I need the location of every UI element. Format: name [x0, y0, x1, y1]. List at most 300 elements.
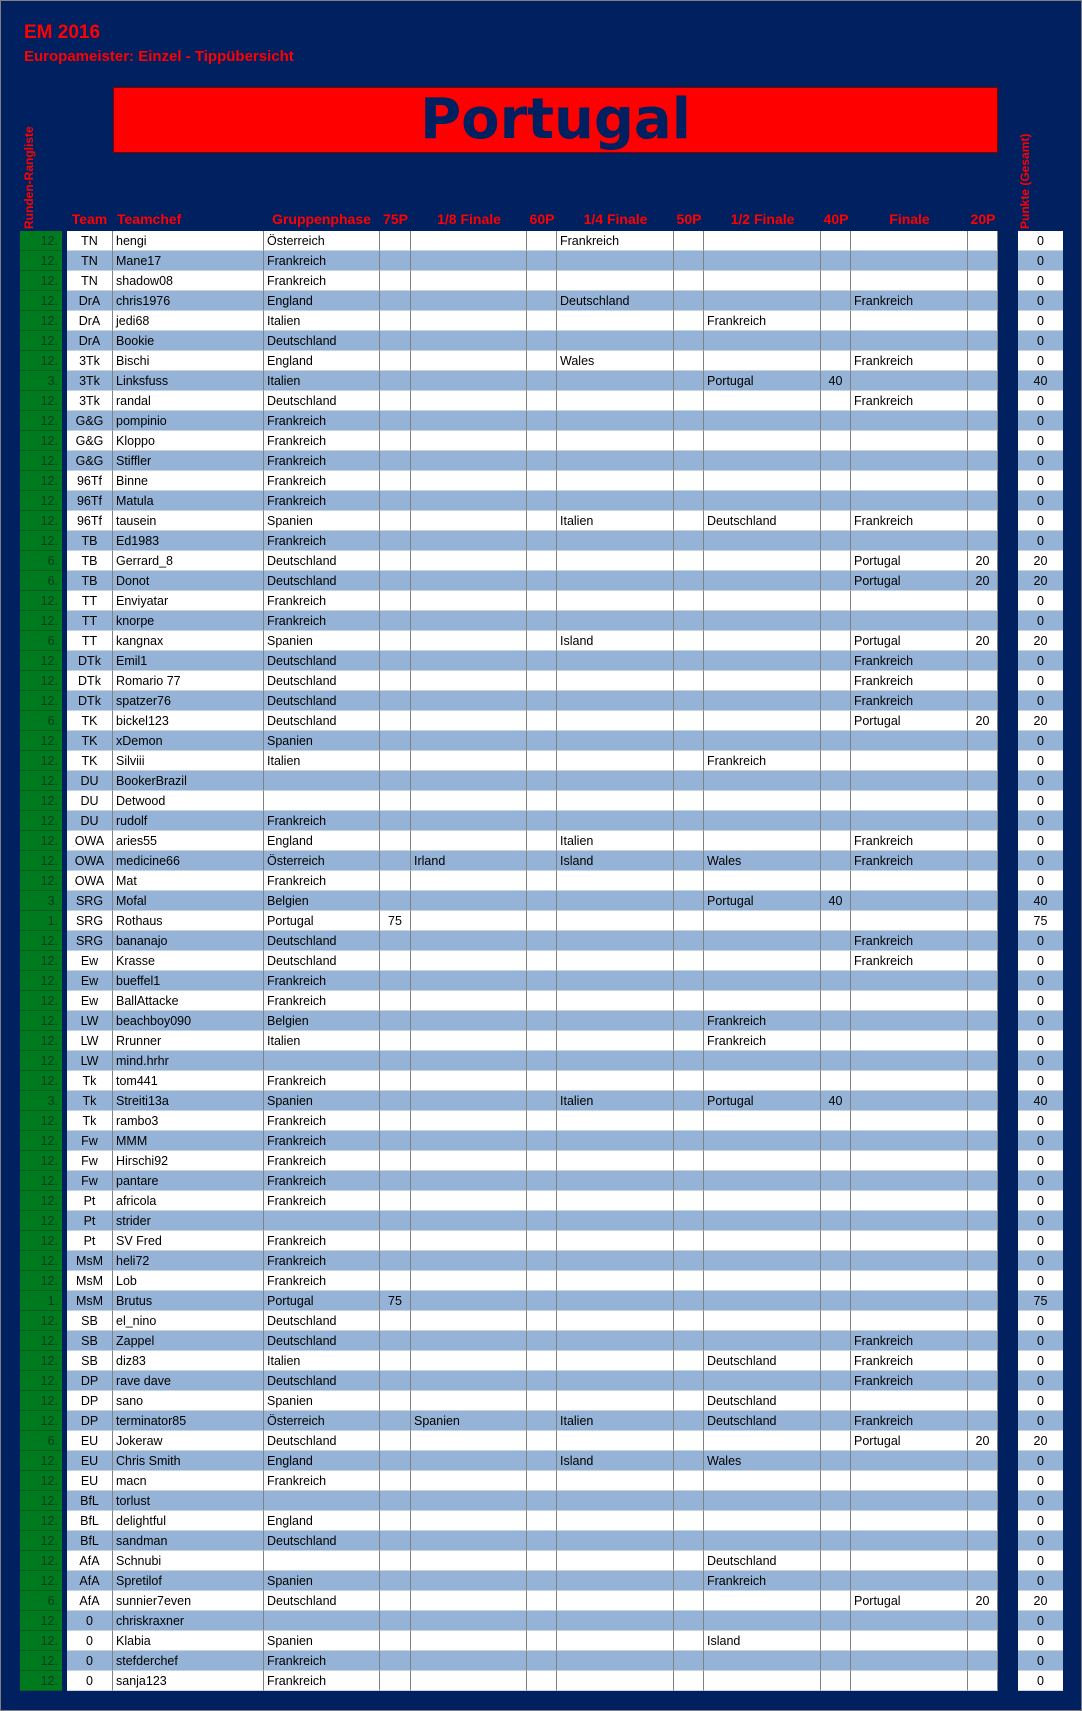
halbfinale-cell [704, 1251, 821, 1271]
rank-cell: 12. [20, 1251, 62, 1271]
finale-cell: Frankreich [851, 511, 968, 531]
team-cell: TB [67, 571, 113, 591]
points-20-cell [968, 891, 998, 911]
points-50-cell [674, 1331, 704, 1351]
achtelfinale-cell [411, 1271, 527, 1291]
team-cell: TK [67, 731, 113, 751]
rank-cell: 12. [20, 611, 62, 631]
rank-cell: 12. [20, 451, 62, 471]
achtelfinale-cell [411, 1191, 527, 1211]
halbfinale-cell: Frankreich [704, 1011, 821, 1031]
points-60-cell [527, 1191, 557, 1211]
points-60-cell [527, 851, 557, 871]
points-40-cell [821, 1631, 851, 1651]
points-50-cell [674, 1611, 704, 1631]
finale-cell [851, 591, 968, 611]
teamchef-cell: africola [113, 1191, 264, 1211]
halbfinale-cell [704, 231, 821, 251]
col-header-20p: 20P [970, 211, 996, 227]
rank-cell: 12. [20, 1211, 62, 1231]
achtelfinale-cell [411, 1671, 527, 1691]
gruppenphase-cell: Deutschland [264, 331, 380, 351]
points-40-cell [821, 751, 851, 771]
points-60-cell [527, 431, 557, 451]
points-75-cell [380, 351, 411, 371]
total-points-cell: 0 [1018, 291, 1063, 311]
team-cell: OWA [67, 871, 113, 891]
finale-cell [851, 311, 968, 331]
gruppenphase-cell: Spanien [264, 1571, 380, 1591]
points-75-cell [380, 731, 411, 751]
points-75-cell [380, 431, 411, 451]
gruppenphase-cell: Frankreich [264, 1251, 380, 1271]
viertelfinale-cell [557, 1111, 674, 1131]
achtelfinale-cell [411, 771, 527, 791]
points-40-cell [821, 791, 851, 811]
halbfinale-cell [704, 971, 821, 991]
halbfinale-cell [704, 491, 821, 511]
points-40-cell [821, 1131, 851, 1151]
halbfinale-cell [704, 1151, 821, 1171]
rank-cell: 12. [20, 1171, 62, 1191]
rank-cell: 12. [20, 1331, 62, 1351]
viertelfinale-cell: Deutschland [557, 291, 674, 311]
points-20-cell [968, 1511, 998, 1531]
points-40-cell [821, 491, 851, 511]
points-50-cell [674, 371, 704, 391]
rank-cell: 12. [20, 1371, 62, 1391]
viertelfinale-cell [557, 531, 674, 551]
halbfinale-cell [704, 1211, 821, 1231]
team-cell: OWA [67, 831, 113, 851]
teamchef-cell: strider [113, 1211, 264, 1231]
total-points-cell: 0 [1018, 791, 1063, 811]
total-points-cell: 75 [1018, 1291, 1063, 1311]
points-20-cell [968, 371, 998, 391]
gruppenphase-cell [264, 771, 380, 791]
total-points-cell: 20 [1018, 571, 1063, 591]
viertelfinale-cell [557, 1631, 674, 1651]
viertelfinale-cell [557, 1511, 674, 1531]
finale-cell [851, 1551, 968, 1571]
teamchef-cell: bickel123 [113, 711, 264, 731]
halbfinale-cell [704, 431, 821, 451]
gruppenphase-cell: England [264, 1451, 380, 1471]
gruppenphase-cell: Belgien [264, 1011, 380, 1031]
teamchef-cell: shadow08 [113, 271, 264, 291]
team-cell: DP [67, 1411, 113, 1431]
points-20-cell [968, 1671, 998, 1691]
total-points-cell: 0 [1018, 771, 1063, 791]
halbfinale-cell [704, 1071, 821, 1091]
viertelfinale-cell [557, 651, 674, 671]
achtelfinale-cell [411, 791, 527, 811]
achtelfinale-cell [411, 511, 527, 531]
points-60-cell [527, 951, 557, 971]
points-40-cell [821, 531, 851, 551]
teamchef-cell: Mofal [113, 891, 264, 911]
team-cell: Fw [67, 1131, 113, 1151]
halbfinale-cell [704, 811, 821, 831]
points-60-cell [527, 1551, 557, 1571]
points-60-cell [527, 591, 557, 611]
finale-cell [851, 871, 968, 891]
viertelfinale-cell: Italien [557, 1411, 674, 1431]
points-50-cell [674, 871, 704, 891]
achtelfinale-cell [411, 551, 527, 571]
achtelfinale-cell [411, 531, 527, 551]
points-75-cell [380, 1571, 411, 1591]
points-75-cell [380, 1011, 411, 1031]
points-75-cell [380, 631, 411, 651]
points-60-cell [527, 1631, 557, 1651]
halbfinale-cell [704, 591, 821, 611]
finale-cell [851, 431, 968, 451]
halbfinale-cell [704, 291, 821, 311]
teamchef-cell: Emil1 [113, 651, 264, 671]
points-40-cell [821, 991, 851, 1011]
points-50-cell [674, 851, 704, 871]
points-60-cell [527, 731, 557, 751]
achtelfinale-cell [411, 591, 527, 611]
team-cell: SRG [67, 931, 113, 951]
points-40-cell [821, 311, 851, 331]
gruppenphase-cell: Frankreich [264, 871, 380, 891]
finale-cell [851, 1491, 968, 1511]
points-60-cell [527, 611, 557, 631]
points-20-cell [968, 1371, 998, 1391]
rank-cell: 12. [20, 1611, 62, 1631]
rank-cell: 6. [20, 631, 62, 651]
gruppenphase-cell: England [264, 1511, 380, 1531]
points-75-cell [380, 471, 411, 491]
viertelfinale-cell: Island [557, 1451, 674, 1471]
points-60-cell [527, 371, 557, 391]
points-50-cell [674, 1531, 704, 1551]
halbfinale-cell [704, 1111, 821, 1131]
points-75-cell [380, 951, 411, 971]
total-points-cell: 0 [1018, 1491, 1063, 1511]
viertelfinale-cell [557, 1291, 674, 1311]
finale-cell [851, 1251, 968, 1271]
points-50-cell [674, 651, 704, 671]
points-60-cell [527, 1371, 557, 1391]
halbfinale-cell [704, 911, 821, 931]
points-60-cell [527, 891, 557, 911]
gruppenphase-cell: England [264, 831, 380, 851]
points-50-cell [674, 431, 704, 451]
viertelfinale-cell [557, 1571, 674, 1591]
points-60-cell [527, 331, 557, 351]
gruppenphase-cell: Frankreich [264, 811, 380, 831]
gruppenphase-cell: Deutschland [264, 691, 380, 711]
rank-cell: 12. [20, 1151, 62, 1171]
rank-cell: 12. [20, 271, 62, 291]
viertelfinale-cell: Wales [557, 351, 674, 371]
teamchef-cell: rudolf [113, 811, 264, 831]
points-60-cell [527, 271, 557, 291]
points-20-cell [968, 231, 998, 251]
achtelfinale-cell [411, 1551, 527, 1571]
achtelfinale-cell [411, 451, 527, 471]
points-60-cell [527, 251, 557, 271]
gruppenphase-cell: Deutschland [264, 1531, 380, 1551]
rank-cell: 12. [20, 531, 62, 551]
teamchef-cell: macn [113, 1471, 264, 1491]
halbfinale-cell [704, 1471, 821, 1491]
rank-cell: 12. [20, 1671, 62, 1691]
finale-cell [851, 1091, 968, 1111]
finale-cell [851, 1611, 968, 1631]
teamchef-cell: Gerrard_8 [113, 551, 264, 571]
points-60-cell [527, 1651, 557, 1671]
gruppenphase-cell: England [264, 291, 380, 311]
teamchef-cell: BallAttacke [113, 991, 264, 1011]
achtelfinale-cell [411, 1351, 527, 1371]
rank-cell: 12. [20, 1271, 62, 1291]
total-points-cell: 0 [1018, 1231, 1063, 1251]
teamchef-cell: rambo3 [113, 1111, 264, 1131]
points-20-cell: 20 [968, 711, 998, 731]
achtelfinale-cell [411, 371, 527, 391]
points-60-cell [527, 391, 557, 411]
points-20-cell [968, 1271, 998, 1291]
finale-cell [851, 891, 968, 911]
teamchef-cell: Mat [113, 871, 264, 891]
rank-cell: 3. [20, 371, 62, 391]
viertelfinale-cell [557, 871, 674, 891]
points-60-cell [527, 291, 557, 311]
teamchef-cell: bueffel1 [113, 971, 264, 991]
points-20-cell [968, 1151, 998, 1171]
teamchef-cell: torlust [113, 1491, 264, 1511]
points-40-cell [821, 871, 851, 891]
viertelfinale-cell [557, 991, 674, 1011]
points-40-cell [821, 711, 851, 731]
points-20-cell [968, 1571, 998, 1591]
teamchef-cell: bananajo [113, 931, 264, 951]
achtelfinale-cell [411, 1091, 527, 1111]
points-40-cell [821, 1211, 851, 1231]
points-40-cell [821, 1011, 851, 1031]
viertelfinale-cell [557, 611, 674, 631]
rank-cell: 12. [20, 1131, 62, 1151]
rank-cell: 12. [20, 671, 62, 691]
total-points-cell: 0 [1018, 1611, 1063, 1631]
achtelfinale-cell [411, 951, 527, 971]
points-75-cell [380, 291, 411, 311]
points-40-cell [821, 1531, 851, 1551]
points-50-cell [674, 1211, 704, 1231]
viertelfinale-cell: Italien [557, 831, 674, 851]
finale-cell: Portugal [851, 1431, 968, 1451]
total-points-cell: 0 [1018, 411, 1063, 431]
achtelfinale-cell [411, 271, 527, 291]
achtelfinale-cell [411, 1031, 527, 1051]
points-50-cell [674, 391, 704, 411]
points-60-cell [527, 1031, 557, 1051]
points-75-cell [380, 1211, 411, 1231]
points-40-cell [821, 1151, 851, 1171]
finale-cell [851, 491, 968, 511]
finale-cell: Portugal [851, 1591, 968, 1611]
team-cell: G&G [67, 411, 113, 431]
viertelfinale-cell [557, 251, 674, 271]
rank-cell: 12. [20, 1651, 62, 1671]
points-50-cell [674, 1111, 704, 1131]
points-75-cell [380, 551, 411, 571]
points-40-cell [821, 971, 851, 991]
rank-cell: 12. [20, 1471, 62, 1491]
points-60-cell [527, 771, 557, 791]
rank-cell: 12. [20, 771, 62, 791]
points-60-cell [527, 1171, 557, 1191]
points-50-cell [674, 991, 704, 1011]
points-75-cell [380, 1411, 411, 1431]
viertelfinale-cell [557, 411, 674, 431]
points-50-cell [674, 1451, 704, 1471]
viertelfinale-cell: Island [557, 851, 674, 871]
teamchef-cell: kangnax [113, 631, 264, 651]
banner-title: Portugal [420, 87, 691, 152]
halbfinale-cell [704, 1431, 821, 1451]
points-50-cell [674, 1251, 704, 1271]
teamchef-cell: mind.hrhr [113, 1051, 264, 1071]
points-40-cell [821, 471, 851, 491]
points-60-cell [527, 1451, 557, 1471]
points-40-cell [821, 331, 851, 351]
viertelfinale-cell [557, 591, 674, 611]
points-20-cell [968, 1471, 998, 1491]
points-60-cell [527, 1051, 557, 1071]
team-cell: SRG [67, 911, 113, 931]
team-cell: OWA [67, 851, 113, 871]
points-60-cell [527, 1591, 557, 1611]
rank-cell: 12. [20, 1011, 62, 1031]
gruppenphase-cell: Deutschland [264, 551, 380, 571]
points-40-cell [821, 671, 851, 691]
gruppenphase-cell: Italien [264, 371, 380, 391]
halbfinale-cell [704, 691, 821, 711]
points-40-cell [821, 1071, 851, 1091]
points-60-cell [527, 1131, 557, 1151]
points-20-cell [968, 1531, 998, 1551]
points-50-cell [674, 1651, 704, 1671]
points-60-cell [527, 1331, 557, 1351]
team-cell: TN [67, 251, 113, 271]
halbfinale-cell [704, 1231, 821, 1251]
viertelfinale-cell [557, 1371, 674, 1391]
finale-cell [851, 331, 968, 351]
points-75-cell [380, 751, 411, 771]
gruppenphase-cell: Frankreich [264, 971, 380, 991]
team-cell: TN [67, 231, 113, 251]
points-75-cell [380, 991, 411, 1011]
finale-cell: Frankreich [851, 1411, 968, 1431]
points-40-cell [821, 931, 851, 951]
team-cell: SB [67, 1311, 113, 1331]
points-20-cell: 20 [968, 1591, 998, 1611]
finale-cell [851, 1071, 968, 1091]
total-points-cell: 0 [1018, 651, 1063, 671]
points-50-cell [674, 1091, 704, 1111]
team-cell: DU [67, 811, 113, 831]
col-header-60p: 60P [529, 211, 555, 227]
halbfinale-cell [704, 1511, 821, 1531]
finale-cell [851, 911, 968, 931]
gruppenphase-cell: Spanien [264, 1391, 380, 1411]
finale-cell [851, 1051, 968, 1071]
halbfinale-cell [704, 831, 821, 851]
finale-cell [851, 611, 968, 631]
teamchef-cell: Brutus [113, 1291, 264, 1311]
team-cell: DP [67, 1371, 113, 1391]
team-cell: DTk [67, 671, 113, 691]
finale-cell: Portugal [851, 571, 968, 591]
col-header-finale: Finale [889, 211, 930, 227]
team-cell: Fw [67, 1151, 113, 1171]
points-40-cell [821, 651, 851, 671]
teamchef-cell: Klabia [113, 1631, 264, 1651]
teamchef-cell: sunnier7even [113, 1591, 264, 1611]
points-50-cell [674, 451, 704, 471]
halbfinale-cell [704, 1531, 821, 1551]
halbfinale-cell [704, 1591, 821, 1611]
finale-cell [851, 1671, 968, 1691]
total-points-cell: 0 [1018, 1651, 1063, 1671]
halbfinale-cell [704, 651, 821, 671]
team-cell: DP [67, 1391, 113, 1411]
total-points-cell: 0 [1018, 611, 1063, 631]
teamchef-cell: diz83 [113, 1351, 264, 1371]
gruppenphase-cell: Frankreich [264, 1111, 380, 1131]
team-cell: DrA [67, 311, 113, 331]
team-cell: 3Tk [67, 371, 113, 391]
halbfinale-cell [704, 671, 821, 691]
total-points-cell: 0 [1018, 311, 1063, 331]
total-points-cell: 0 [1018, 1171, 1063, 1191]
finale-cell [851, 1271, 968, 1291]
points-20-cell [968, 331, 998, 351]
gruppenphase-cell [264, 1051, 380, 1071]
column-separator [998, 231, 1018, 1691]
points-50-cell [674, 1191, 704, 1211]
points-75-cell [380, 931, 411, 951]
team-cell: Tk [67, 1111, 113, 1131]
points-50-cell [674, 1231, 704, 1251]
points-60-cell [527, 831, 557, 851]
total-points-cell: 20 [1018, 1591, 1063, 1611]
points-75-cell [380, 1531, 411, 1551]
achtelfinale-cell [411, 971, 527, 991]
gruppenphase-cell: Spanien [264, 511, 380, 531]
points-40-cell [821, 1671, 851, 1691]
points-50-cell [674, 1271, 704, 1291]
points-60-cell [527, 1071, 557, 1091]
team-cell: DTk [67, 691, 113, 711]
total-points-cell: 0 [1018, 671, 1063, 691]
total-points-cell: 0 [1018, 491, 1063, 511]
total-points-cell: 0 [1018, 731, 1063, 751]
points-75-cell [380, 1511, 411, 1531]
rank-cell: 6. [20, 711, 62, 731]
team-cell: TB [67, 551, 113, 571]
achtelfinale-cell [411, 891, 527, 911]
achtelfinale-cell [411, 1151, 527, 1171]
finale-cell [851, 1231, 968, 1251]
rank-cell: 12. [20, 331, 62, 351]
points-20-cell [968, 451, 998, 471]
